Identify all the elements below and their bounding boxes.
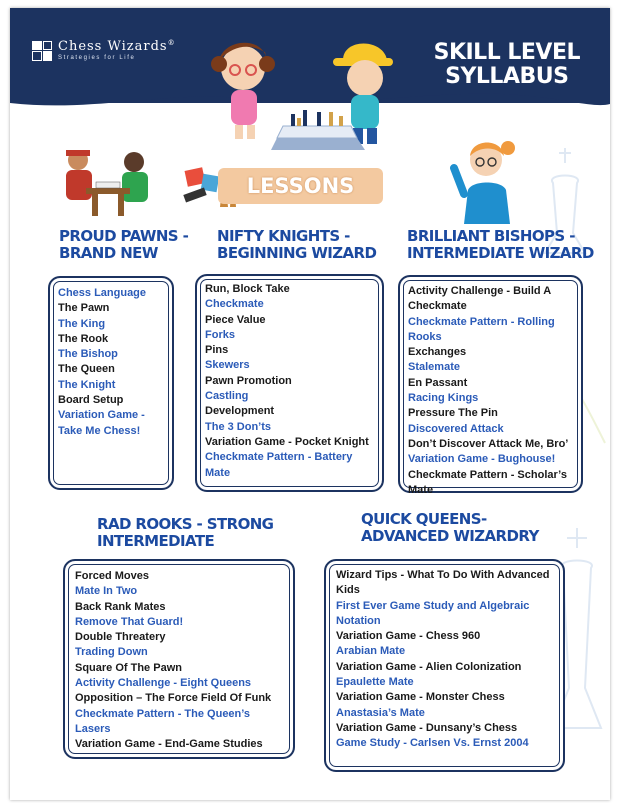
lesson-item: Arabian Mate [336,645,406,658]
lesson-item: Board Setup [58,394,124,407]
lesson-item: Variation Game - Pocket Knight [205,435,369,448]
brand-tagline: Strategies for Life [58,55,136,61]
lesson-item: Activity Challenge - Eight Queens [75,677,252,690]
card-nifty-knights [195,274,384,492]
lesson-list [58,286,164,439]
lesson-item: Lasers [75,722,111,735]
kids-chessboard-illustration [205,30,415,155]
lessons-banner [218,168,383,204]
lesson-item: Variation Game - Dunsany’s Chess [336,721,518,734]
lesson-item: En Passant [408,376,468,389]
lesson-item: Mate [408,483,434,496]
section-title-rad-rooks: RAD ROOKS - STRONG INTERMEDIATE [97,515,274,550]
lesson-item: Kids [336,584,360,597]
lesson-item: Castling [205,390,249,403]
logo-squares-icon [32,41,52,61]
lesson-item: The Bishop [58,348,118,361]
lesson-item: Checkmate Pattern - Battery [205,451,353,464]
lesson-item: Development [205,405,275,418]
brand-reg: ® [167,39,176,47]
lesson-item: Game Study - Carlsen Vs. Ernst 2004 [336,737,529,750]
lesson-item: The 3 Don’ts [205,420,272,433]
lesson-item: Variation Game - Alien Colonization [336,660,522,673]
lesson-item: Checkmate [205,298,264,311]
page-title [434,41,580,89]
card-proud-pawns [48,276,174,490]
lesson-item: Checkmate Pattern - Rolling [408,315,555,328]
teacher-illustration [450,134,530,226]
lesson-item: Chess Language [58,287,147,299]
lesson-item: Take Me Chess! [58,424,141,437]
lesson-item: Racing Kings [408,392,479,405]
lesson-item: Variation Game - Monster Chess [336,691,505,704]
lesson-item: First Ever Game Study and Algebraic [336,599,530,612]
lesson-item: Wizard Tips - What To Do With Advanced [336,569,550,581]
lesson-item: Pawn Promotion [205,374,292,387]
brand-logo [32,40,176,61]
brand-name: Chess Wizards [58,39,168,54]
lessons-label: LESSONS [246,174,355,198]
lesson-item: Mate [205,466,231,479]
section-title-quick-queens: QUICK QUEENS- ADVANCED WIZARDRY [361,510,539,545]
lesson-item: Forks [205,328,235,341]
section-title-nifty-knights: NIFTY KNIGHTS - BEGINNING WIZARD [217,227,377,262]
lesson-item: Epaulette Mate [336,676,414,689]
title-line-1: SKILL LEVEL [433,40,580,65]
section-title-brilliant-bishops: BRILLIANT BISHOPS - INTERMEDIATE WIZARD [407,227,594,262]
section-title-proud-pawns: PROUD PAWNS - BRAND NEW [59,227,189,262]
lesson-item: Anastasia’s Mate [336,706,425,719]
lesson-item: Exchanges [408,346,467,359]
lesson-item: Double Threatery [75,631,166,644]
lesson-item: The King [58,317,106,330]
lesson-item: Pins [205,344,229,357]
lesson-item: Don’t Discover Attack Me, Bro’ [408,437,569,450]
lesson-list [75,569,285,753]
syllabus-page [10,8,610,800]
lesson-item: The Queen [58,363,115,376]
lesson-item: Remove That Guard! [75,615,184,628]
card-quick-queens [324,559,565,772]
lesson-item: Stalemate [408,361,460,374]
lesson-item: Variation Game - Chess 960 [336,630,481,643]
lesson-item: The Rook [58,332,109,345]
lesson-item: Pressure The Pin [408,407,498,420]
lesson-item: Variation Game - End-Game Studies [75,738,263,751]
lesson-item: Forced Moves [75,570,149,582]
lesson-item: Trading Down [75,646,148,659]
card-brilliant-bishops [398,275,583,496]
card-rad-rooks [63,559,295,759]
lesson-item: Activity Challenge - Build A [408,285,552,297]
lesson-item: Mate In Two [75,585,138,598]
lesson-list [205,282,374,481]
lesson-item: Variation Game - Bughouse! [408,453,556,466]
lesson-item: The Pawn [58,302,110,315]
lesson-item: Run, Block Take [205,283,290,295]
lesson-item: Notation [336,614,381,627]
lesson-item: The Knight [58,378,116,391]
lesson-item: Skewers [205,359,250,372]
lesson-item: Checkmate Pattern - The Queen’s [75,707,251,720]
lesson-item: Checkmate [408,300,467,313]
title-line-2: SYLLABUS [445,64,569,89]
lesson-item: Rooks [408,330,442,343]
lesson-item: Back Rank Mates [75,600,166,613]
lesson-item: Discovered Attack [408,422,504,435]
lesson-item: Square Of The Pawn [75,661,182,674]
lesson-item: Checkmate Pattern - Scholar’s [408,468,567,481]
lesson-item: Opposition – The Force Field Of Funk [75,692,272,705]
lesson-list [408,284,573,498]
lesson-list [336,568,555,752]
kids-playing-chess-illustration [56,140,156,222]
lesson-item: Variation Game - [58,409,145,422]
lesson-item: Piece Value [205,313,266,326]
